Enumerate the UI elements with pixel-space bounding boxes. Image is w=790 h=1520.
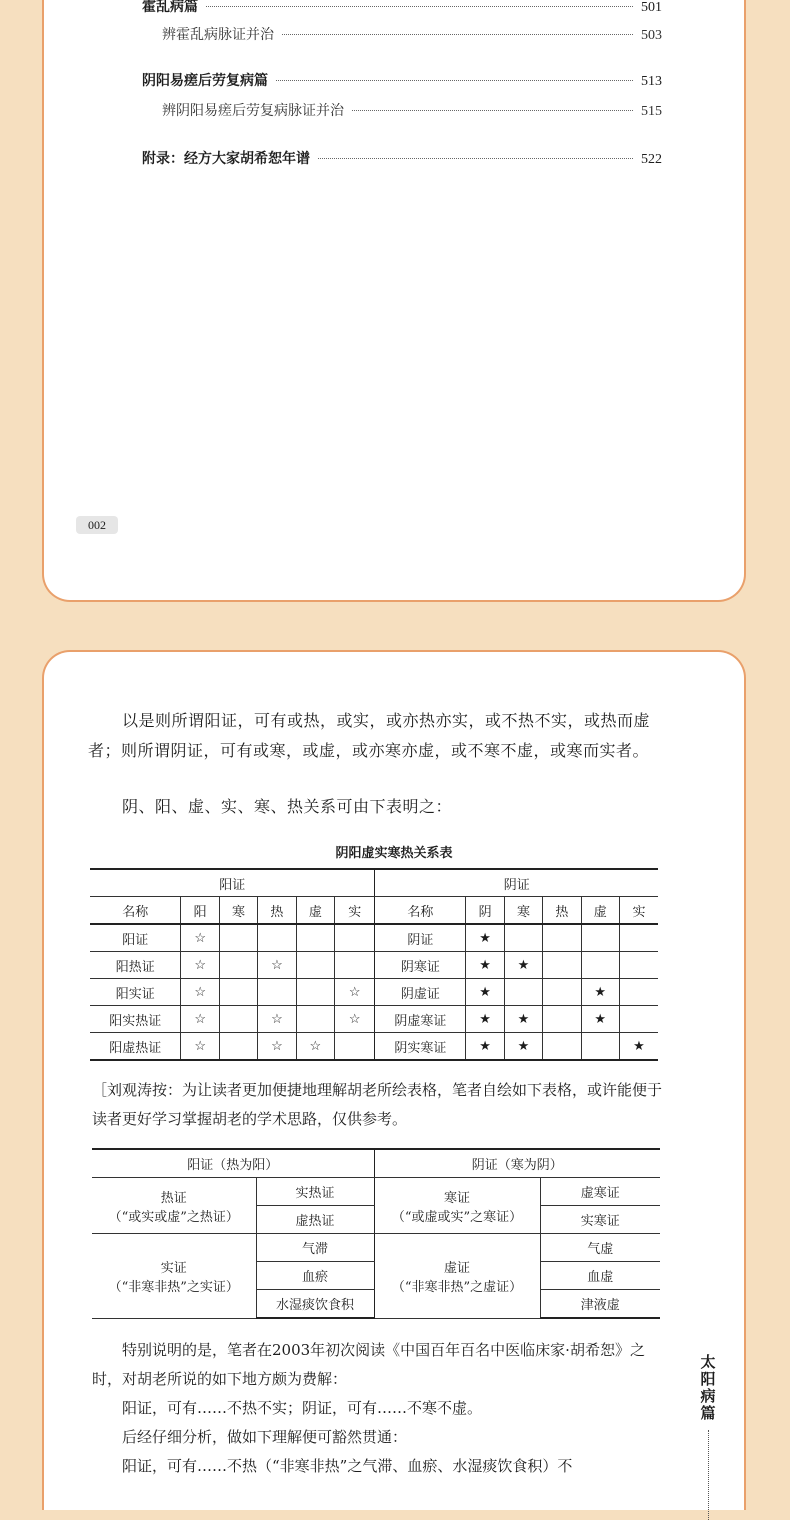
- paragraph-4: 阳证，可有……不热不实；阴证，可有……不寒不虚。: [122, 1399, 483, 1417]
- toc-leader-dots: [318, 158, 633, 159]
- paragraph-3: 特别说明的是，笔者在2003年初次阅读《中国百年百名中医临床家·胡希恕》之时，对胡老所说的如下地方颇为费解：: [92, 1341, 645, 1388]
- row-name-cell: 阳实证: [90, 979, 181, 1006]
- mark-cell: [258, 979, 296, 1006]
- col-header: 实: [619, 897, 658, 925]
- table-header-row: [90, 897, 658, 925]
- yang-header: 阳证: [90, 869, 375, 897]
- body-page-card: [42, 650, 746, 1510]
- mark-cell: [543, 1033, 581, 1061]
- yin-group-cell: [374, 1234, 540, 1319]
- table-cell: 气滞: [256, 1234, 374, 1262]
- mark-cell: ★: [466, 924, 504, 952]
- mark-cell: [335, 952, 375, 979]
- yin-header: 阴证（寒为阴）: [374, 1149, 660, 1178]
- toc-leader-dots: [276, 80, 633, 81]
- author-note: ［刘观涛按：为让读者更加便捷地理解胡老所绘表格，笔者自绘如下表格，或许能便于读者更好学习掌握胡老的学术思路，仅供参考。: [92, 1081, 663, 1128]
- toc-entry[interactable]: [142, 70, 662, 90]
- side-dotted-line: [708, 1430, 709, 1520]
- toc-entry-title: 阴阳易瘥后劳复病篇: [142, 73, 268, 89]
- mark-cell: [296, 924, 334, 952]
- mark-cell: [296, 952, 334, 979]
- mark-cell: [581, 924, 619, 952]
- mark-cell: ☆: [258, 952, 296, 979]
- group-name: 虚证: [443, 1260, 470, 1276]
- col-header: 实: [335, 897, 375, 925]
- col-header: 虚: [296, 897, 334, 925]
- side-title-char: 篇: [700, 1404, 716, 1422]
- mark-cell: ★: [504, 952, 542, 979]
- mark-cell: ☆: [296, 1033, 334, 1061]
- group-subtitle: （“非寒非热”之虚证）: [391, 1279, 523, 1295]
- group-name: 热证: [160, 1190, 187, 1206]
- toc-entry[interactable]: [142, 148, 662, 168]
- col-header: 虚: [581, 897, 619, 925]
- mark-cell: [335, 924, 375, 952]
- mark-cell: [296, 1006, 334, 1033]
- mark-cell: [296, 979, 334, 1006]
- toc-entry-title: 霍乱病篇: [142, 0, 198, 15]
- group-name: 实证: [160, 1260, 187, 1276]
- mark-cell: [619, 1006, 658, 1033]
- toc-leader-dots: [282, 34, 633, 35]
- mark-cell: [219, 979, 257, 1006]
- col-header: 名称: [90, 897, 181, 925]
- mark-cell: ☆: [181, 924, 219, 952]
- page-number-badge: 002: [76, 516, 118, 534]
- row-name-cell: 阴虚证: [375, 979, 466, 1006]
- yang-group-cell: [92, 1178, 256, 1234]
- col-header: 寒: [219, 897, 257, 925]
- mark-cell: ★: [581, 1006, 619, 1033]
- row-name-cell: 阴实寒证: [375, 1033, 466, 1061]
- table-row: [90, 979, 658, 1006]
- mark-cell: ★: [581, 979, 619, 1006]
- mark-cell: [258, 924, 296, 952]
- mark-cell: [219, 952, 257, 979]
- row-name-cell: 阴虚寒证: [375, 1006, 466, 1033]
- row-name-cell: 阳热证: [90, 952, 181, 979]
- paragraph-6: 阳证，可有……不热（“非寒非热”之气滞、血瘀、水湿痰饮食积）不: [122, 1457, 573, 1475]
- mark-cell: [581, 952, 619, 979]
- mark-cell: ★: [466, 1006, 504, 1033]
- row-name-cell: 阳实热证: [90, 1006, 181, 1033]
- row-name-cell: 阴证: [375, 924, 466, 952]
- mark-cell: ★: [466, 1033, 504, 1061]
- mark-cell: [219, 1033, 257, 1061]
- col-header: 阴: [466, 897, 504, 925]
- table-cell: 虚热证: [256, 1206, 374, 1234]
- mark-cell: [335, 1033, 375, 1061]
- toc-entry-title: 附录：经方大家胡希恕年谱: [142, 151, 310, 167]
- mark-cell: [543, 952, 581, 979]
- mark-cell: ☆: [181, 1006, 219, 1033]
- mark-cell: [504, 979, 542, 1006]
- yang-group-cell: [92, 1234, 256, 1319]
- toc-leader-dots: [352, 110, 633, 111]
- table-row: [90, 952, 658, 979]
- table-row: [90, 1006, 658, 1033]
- col-header: 寒: [504, 897, 542, 925]
- mark-cell: [619, 979, 658, 1006]
- table-cell: 水湿痰饮食积: [256, 1290, 374, 1319]
- toc-entry-title: 辨霍乱病脉证并治: [162, 27, 274, 43]
- mark-cell: ★: [504, 1006, 542, 1033]
- mark-cell: ☆: [181, 979, 219, 1006]
- table-cell: 虚寒证: [540, 1178, 660, 1206]
- paragraph-1: 以是则所谓阳证，可有或热，或实，或亦热亦实，或不热不实，或热而虚者；则所谓阴证，可有或寒，或虚，或亦寒亦虚，或不寒不虚，或寒而实者。: [88, 711, 651, 760]
- yin-yang-summary-table: [92, 1148, 660, 1319]
- side-title-char: 阳: [700, 1370, 716, 1388]
- mark-cell: [543, 979, 581, 1006]
- mark-cell: ☆: [258, 1006, 296, 1033]
- row-name-cell: 阴寒证: [375, 952, 466, 979]
- table-cell: 血瘀: [256, 1262, 374, 1290]
- toc-entry-page: 522: [641, 152, 662, 167]
- mark-cell: ☆: [335, 979, 375, 1006]
- table-row: [90, 924, 658, 952]
- col-header: 热: [543, 897, 581, 925]
- yin-group-cell: [374, 1178, 540, 1234]
- table-row: [90, 1033, 658, 1061]
- table-cell: 实热证: [256, 1178, 374, 1206]
- group-name: 寒证: [443, 1190, 470, 1206]
- table-1-caption: 阴阳虚实寒热关系表: [335, 846, 453, 861]
- mark-cell: [543, 924, 581, 952]
- yin-yang-relation-table: [90, 868, 658, 1061]
- toc-entry-page: 501: [641, 0, 662, 15]
- side-title-char: 病: [700, 1387, 716, 1405]
- toc-entry-page: 515: [641, 104, 662, 119]
- toc-entry-title: 辨阴阳易瘥后劳复病脉证并治: [162, 103, 344, 119]
- side-chapter-title: [696, 1354, 720, 1422]
- mark-cell: ☆: [335, 1006, 375, 1033]
- mark-cell: [219, 1006, 257, 1033]
- mark-cell: ☆: [181, 1033, 219, 1061]
- group-subtitle: （“或实或虚”之热证）: [108, 1209, 239, 1225]
- group-subtitle: （“非寒非热”之实证）: [108, 1279, 239, 1295]
- paragraph-5: 后经仔细分析，做如下理解便可豁然贯通：: [122, 1428, 408, 1446]
- mark-cell: ★: [466, 952, 504, 979]
- mark-cell: [219, 924, 257, 952]
- yin-header: 阴证: [375, 869, 658, 897]
- row-name-cell: 阳证: [90, 924, 181, 952]
- toc-entry-page: 513: [641, 74, 662, 89]
- toc-entry-page: 503: [641, 28, 662, 43]
- toc-page-card: [42, 0, 746, 602]
- table-cell: 实寒证: [540, 1206, 660, 1234]
- mark-cell: ☆: [181, 952, 219, 979]
- group-subtitle: （“或虚或实”之寒证）: [391, 1209, 523, 1225]
- side-title-char: 太: [700, 1353, 716, 1371]
- yang-header: 阳证（热为阳）: [92, 1149, 374, 1178]
- col-header: 阳: [181, 897, 219, 925]
- table-cell: 血虚: [540, 1262, 660, 1290]
- mark-cell: ★: [466, 979, 504, 1006]
- toc-entry[interactable]: [142, 0, 662, 16]
- row-name-cell: 阳虚热证: [90, 1033, 181, 1061]
- table-cell: 津液虚: [540, 1290, 660, 1319]
- toc-entry[interactable]: [162, 24, 662, 44]
- col-header: 名称: [375, 897, 466, 925]
- mark-cell: [581, 1033, 619, 1061]
- paragraph-2: 阴、阳、虚、实、寒、热关系可由下表明之：: [122, 797, 453, 816]
- table-cell: 气虚: [540, 1234, 660, 1262]
- toc-leader-dots: [206, 6, 633, 7]
- toc-entry[interactable]: [162, 100, 662, 120]
- mark-cell: [504, 924, 542, 952]
- mark-cell: ★: [504, 1033, 542, 1061]
- mark-cell: ★: [619, 1033, 658, 1061]
- mark-cell: [619, 952, 658, 979]
- col-header: 热: [258, 897, 296, 925]
- mark-cell: ☆: [258, 1033, 296, 1061]
- mark-cell: [619, 924, 658, 952]
- mark-cell: [543, 1006, 581, 1033]
